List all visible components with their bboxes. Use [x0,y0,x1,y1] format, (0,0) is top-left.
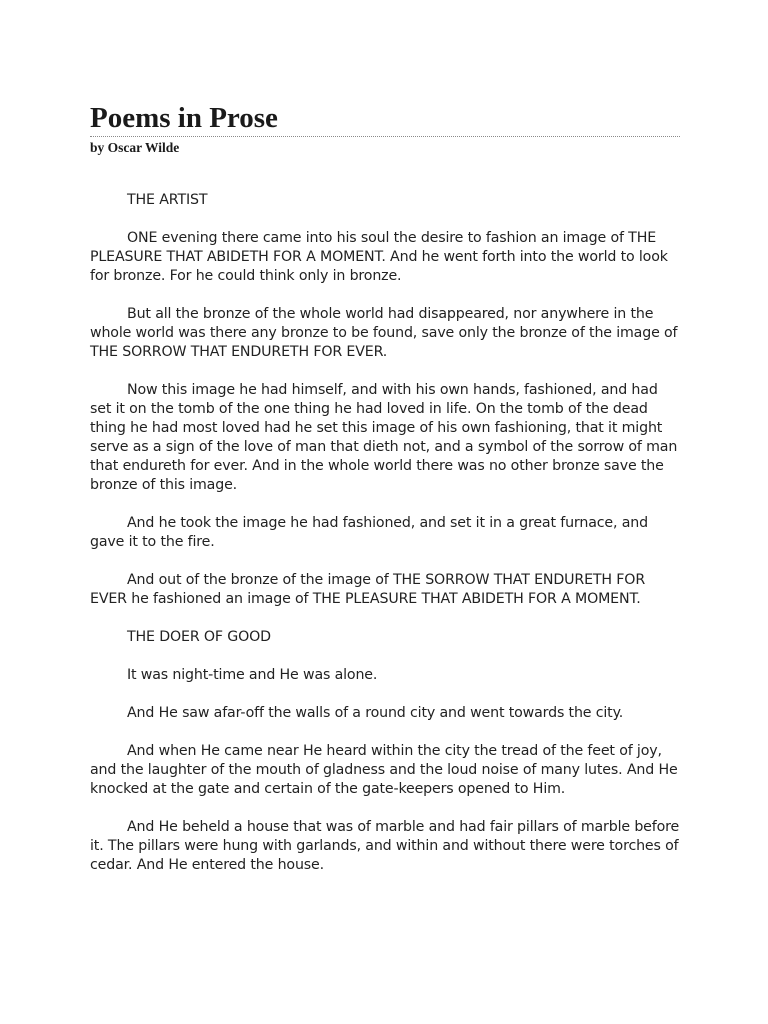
paragraph: ONE evening there came into his soul the desire to fashion an image of THE PLEASURE THAT ABIDETH FOR A MOMENT. And he went forth into the world to look for bronze. For he could think only in bronze. [90,230,668,284]
title-divider [90,136,680,137]
paragraph: And when He came near He heard within the city the tread of the feet of joy, and the laughter of the mouth of gladness and the loud noise of many lutes. And He knocked at the gate and certain of the gate-keepers opened to Him. [90,743,678,797]
document-page [90,100,680,894]
section-heading-the-artist: THE ARTIST [127,192,208,208]
author-byline: by Oscar Wilde [90,140,180,155]
paragraph: Now this image he had himself, and with his own hands, fashioned, and had set it on the tomb of the one thing he had loved in life. On the tomb of the dead thing he had most loved had he set this image of his own fashioning, that it might serve as a sign of the love of man that dieth not, and a symbol of the sorrow of man that endureth for ever. And in the whole world there was no other bronze save the bronze of this image. [90,382,678,493]
paragraph: And he took the image he had fashioned, and set it in a great furnace, and gave it to the fire. [90,515,648,550]
section-heading-the-doer-of-good: THE DOER OF GOOD [127,629,271,645]
paragraph: But all the bronze of the whole world had disappeared, nor anywhere in the whole world was there any bronze to be found, save only the bronze of the image of THE SORROW THAT ENDURETH FOR EVER. [90,306,678,360]
document-title: Poems in Prose [90,102,278,134]
paragraph: It was night-time and He was alone. [127,667,378,683]
paragraph: And He beheld a house that was of marble and had fair pillars of marble before it. The pillars were hung with garlands, and within and without there were torches of cedar. And He entered the house. [90,819,680,873]
document-body [90,191,680,875]
paragraph: And He saw afar-off the walls of a round city and went towards the city. [127,705,624,721]
paragraph: And out of the bronze of the image of THE SORROW THAT ENDURETH FOR EVER he fashioned an image of THE PLEASURE THAT ABIDETH FOR A MOMENT. [90,572,646,607]
